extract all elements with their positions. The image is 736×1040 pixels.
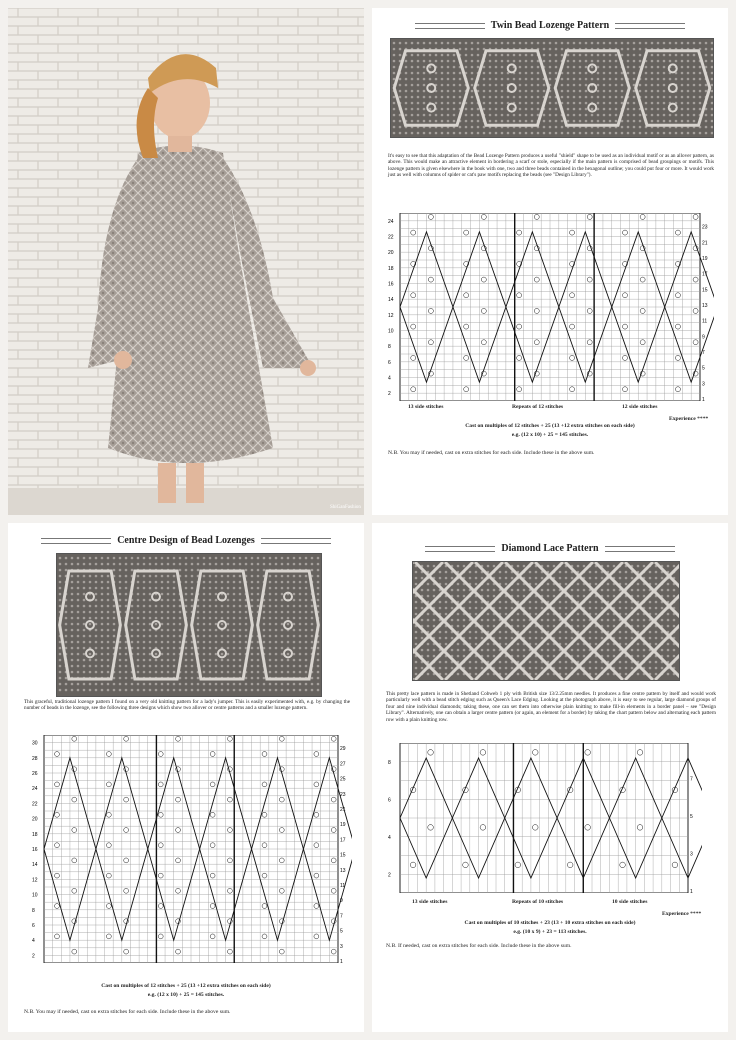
row-number-left: 8 (388, 344, 391, 351)
diamond-lace-page (372, 523, 728, 1032)
centre-design-page (8, 523, 364, 1032)
diamond-experience: Experience **** (662, 911, 702, 917)
centre-swatch-photo (56, 553, 322, 697)
row-number-right: 19 (702, 256, 708, 262)
diamond-swatch-photo (412, 561, 680, 681)
twin-title: Twin Bead Lozenge Pattern (490, 20, 610, 31)
row-number-left: 4 (388, 375, 391, 382)
diamond-bracket-mid: Repeats of 10 stitches (512, 899, 564, 905)
ornament-right (605, 546, 675, 552)
row-number-right: 15 (702, 287, 708, 294)
row-number-left: 22 (32, 801, 38, 808)
row-number-left: 8 (32, 907, 35, 914)
row-number-right: 3 (702, 381, 705, 388)
row-number-left: 18 (32, 831, 38, 838)
row-number-right: 1 (690, 889, 693, 893)
diamond-chart (386, 743, 702, 893)
row-number-right: 7 (340, 913, 343, 920)
row-number-right: 23 (340, 791, 346, 798)
row-number-right: 5 (340, 928, 343, 935)
row-number-right: 15 (340, 852, 346, 859)
centre-title: Centre Design of Bead Lozenges (117, 535, 255, 546)
row-number-right: 3 (690, 851, 693, 858)
twin-cast-on: Cast on multiples of 12 stitches + 25 (13 +12 extra stitches on each side) (465, 423, 635, 429)
centre-description: This graceful, traditional lozenge pattern I found on a very old knitting pattern for a lady's jumper. This is easily experimented with, e.g. by changing the number of beads in the lozenge, see the following three designs which show two allover or centre patterns and a smaller lozenge pattern. (24, 699, 350, 712)
row-number-left: 2 (388, 391, 391, 398)
diamond-nb: N.B. If needed, cast on extra stitches for each side. Include these in the above sum. (386, 943, 572, 949)
twin-bracket-right: 12 side stitches (622, 404, 658, 410)
ornament-right (261, 538, 331, 544)
row-number-right: 1 (340, 959, 343, 963)
row-number-left: 8 (388, 759, 391, 766)
centre-chart (30, 735, 352, 963)
row-number-right: 29 (340, 746, 346, 753)
twin-chart (386, 213, 714, 401)
row-number-right: 21 (702, 240, 708, 247)
row-number-right: 13 (340, 867, 346, 874)
ornament-right (615, 23, 685, 29)
twin-experience: Experience **** (669, 416, 709, 422)
row-number-left: 24 (388, 218, 394, 225)
row-number-left: 10 (388, 328, 394, 335)
twin-bracket-mid: Repeats of 12 stitches (512, 404, 564, 410)
row-number-right: 9 (340, 898, 343, 905)
row-number-right: 17 (340, 837, 346, 844)
twin-title-row (372, 20, 728, 31)
row-number-left: 26 (32, 771, 38, 777)
diamond-bracket-left: 13 side stitches (412, 899, 448, 905)
row-number-right: 1 (702, 397, 705, 401)
twin-nb: N.B. You may if needed, cast on extra stitches for each side. Include these in the above sum. (388, 450, 595, 456)
row-number-left: 14 (32, 862, 38, 869)
row-number-left: 20 (388, 250, 394, 257)
row-number-right: 7 (702, 350, 705, 356)
centre-nb: N.B. You may if needed, cast on extra stitches for each side. Include these in the above sum. (24, 1009, 231, 1015)
diamond-title: Diamond Lace Pattern (501, 543, 599, 554)
row-number-left: 12 (32, 877, 38, 884)
row-number-left: 16 (32, 847, 38, 853)
row-number-left: 10 (32, 892, 38, 899)
row-number-right: 25 (340, 776, 346, 783)
centre-cast-on: Cast on multiples of 12 stitches + 25 (13 +12 extra stitches on each side) (101, 983, 271, 989)
diamond-bracket-right: 10 side stitches (612, 899, 648, 905)
row-number-right: 21 (340, 807, 346, 813)
row-number-right: 13 (702, 303, 708, 309)
row-number-left: 22 (388, 234, 394, 241)
row-number-right: 17 (702, 271, 708, 278)
row-number-right: 11 (340, 883, 346, 889)
twin-bead-page (372, 8, 728, 515)
model-photo (8, 8, 364, 515)
twin-swatch-photo (390, 38, 714, 138)
row-number-left: 18 (388, 265, 394, 272)
row-number-right: 19 (340, 822, 346, 829)
centre-example: e.g. (12 x 10) + 25 = 145 stitches. (147, 992, 225, 998)
row-number-right: 9 (702, 334, 705, 341)
row-number-right: 5 (702, 365, 705, 372)
row-number-left: 6 (388, 797, 391, 804)
ornament-left (425, 546, 495, 552)
row-number-left: 16 (388, 281, 394, 288)
row-number-left: 30 (32, 740, 38, 747)
row-number-right: 7 (690, 776, 693, 783)
diamond-description: This pretty lace pattern is made in Shetland Cobweb 1 ply with British size 13/2.25mm needles. It produces a fine centre pattern by itself and would work particularly well with a bead stitch edging such as Queen's Lace Edging. Looking at the photograph above, it is easy to see regular, large diamond groups of four and nine individual diamonds; taking these, one can set them into otherwise plain knitting to make fill-in elements in a border panel – see "Design Library". Alternatively, one can obtain a larger centre pattern (or again, an element for a border) by taking the chart pattern below and alternating each pattern row with a plain knitting row. (386, 691, 716, 723)
row-number-right: 5 (690, 814, 693, 820)
row-number-right: 3 (340, 943, 343, 950)
ornament-left (41, 538, 111, 544)
row-number-left: 28 (32, 755, 38, 762)
row-number-left: 20 (32, 816, 38, 823)
diamond-example: e.g. (10 x 9) + 23 = 113 stitches. (513, 929, 587, 935)
twin-bracket-left: 13 side stitches (408, 404, 444, 410)
row-number-right: 23 (702, 224, 708, 231)
ornament-left (415, 23, 485, 29)
twin-description: It's easy to see that this adaptation of the Bead Lozenge Pattern produces a useful "shield" shape to be used as an individual motif or as an allover pattern, as above. This would make an attractive element in bordering a scarf or stole, especially if the main pattern is comprised of bead groupings or motifs. This lozenge pattern is given elsewhere in the book with one, two and three beads contained in the hexagonal outline; you could put four or more. It would work just as well with columns of spider or cat's paw motifs replacing the beads (see "Design Library"). (388, 153, 714, 179)
row-number-left: 2 (32, 953, 35, 960)
photo-panel (8, 8, 364, 515)
diamond-cast-on: Cast on multiples of 10 stitches + 23 (13 + 10 extra stitches on each side) (464, 920, 636, 926)
photo-credit: ShiGanFashion (330, 505, 361, 510)
row-number-left: 2 (388, 872, 391, 879)
twin-example: e.g. (12 x 10) + 25 = 145 stitches. (511, 432, 589, 438)
row-number-left: 4 (388, 834, 391, 841)
row-number-left: 4 (32, 938, 35, 945)
row-number-left: 6 (388, 359, 391, 366)
row-number-left: 6 (32, 923, 35, 929)
row-number-left: 24 (32, 786, 38, 793)
centre-title-row (8, 535, 364, 546)
row-number-left: 14 (388, 297, 394, 304)
row-number-right: 11 (702, 318, 708, 325)
row-number-left: 12 (388, 312, 394, 319)
diamond-title-row (372, 543, 728, 554)
row-number-right: 27 (340, 761, 346, 768)
